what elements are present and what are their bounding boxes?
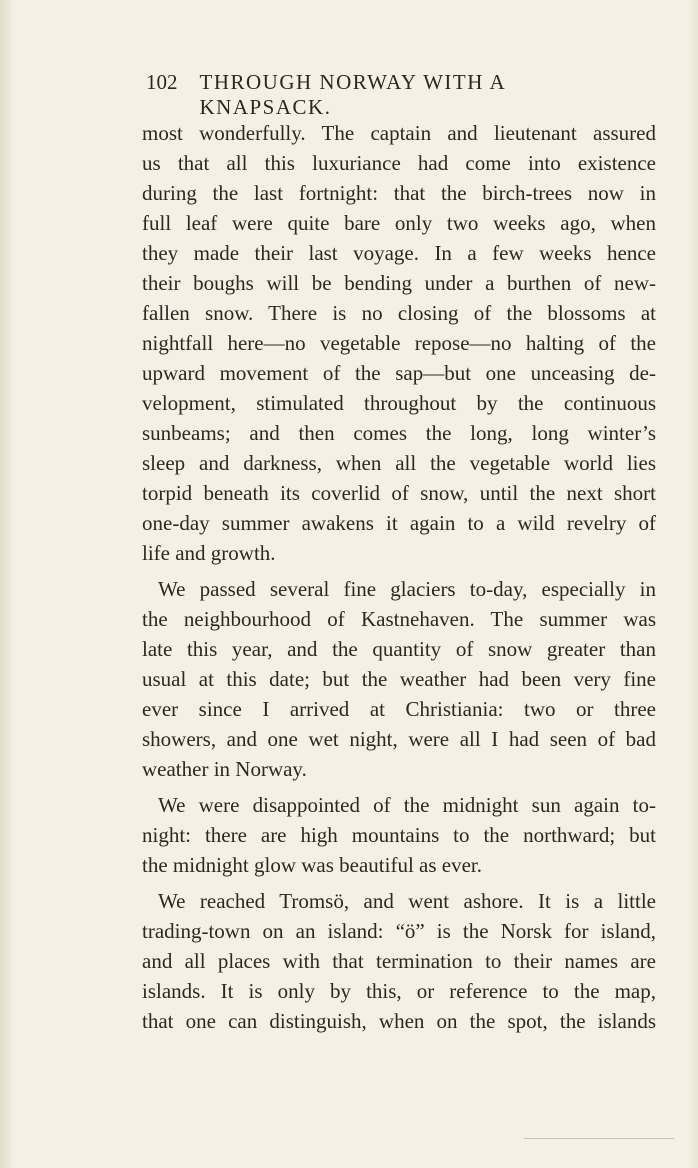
text-line: torpid beneath its coverlid of snow, until the next short [142,481,656,505]
text-line: We passed several fine glaciers to-day, especially in [158,577,656,601]
text-line: weather in Norway. [142,757,307,781]
text-line: full leaf were quite bare only two weeks ago, when [142,211,656,235]
text-line: that one can distinguish, when on the spot, the islands [142,1009,656,1033]
text-line: trading-town on an island: “ö” is the Norsk for island, [142,919,656,943]
paragraph [142,118,656,568]
text-line: and all places with that termination to their names are [142,949,656,973]
paragraph [142,574,656,784]
text-line: showers, and one wet night, were all I had seen of bad [142,727,656,751]
text-line: upward movement of the sap—but one unceasing de- [142,361,656,385]
text-line: We were disappointed of the midnight sun again to- [158,793,656,817]
text-line: sleep and darkness, when all the vegetable world lies [142,451,656,475]
text-line: islands. It is only by this, or reference to the map, [142,979,656,1003]
scan-edge-rule [524,1138,674,1139]
text-line: night: there are high mountains to the northward; but [142,823,656,847]
text-line: most wonderfully. The captain and lieutenant assured [142,121,656,145]
text-line: the midnight glow was beautiful as ever. [142,853,483,877]
page-edge-shadow-right [688,0,698,1168]
text-line: late this year, and the quantity of snow greater than [142,637,656,661]
text-line: velopment, stimulated throughout by the continuous [142,391,656,415]
body-text [142,118,656,1036]
text-line: usual at this date; but the weather had been very fine [142,667,656,691]
text-line: during the last fortnight: that the birch-trees now in [142,181,656,205]
text-line: sunbeams; and then comes the long, long winter’s [142,421,656,445]
text-line: nightfall here—no vegetable repose—no halting of the [142,331,656,355]
running-head [146,70,616,120]
text-line: the neighbourhood of Kastnehaven. The summer was [142,607,656,631]
text-line: fallen snow. There is no closing of the blossoms at [142,301,656,325]
running-title: THROUGH NORWAY WITH A KNAPSACK. [199,70,505,119]
page-number: 102 [146,70,178,94]
text-line: us that all this luxuriance had come into existence [142,151,656,175]
paragraph [142,790,656,880]
text-line: ever since I arrived at Christiania: two or three [142,697,656,721]
text-line: one-day summer awakens it again to a wild revelry of [142,511,656,535]
text-line: they made their last voyage. In a few weeks hence [142,241,656,265]
paragraph [142,886,656,1036]
text-line: their boughs will be bending under a burthen of new- [142,271,656,295]
text-line: We reached Tromsö, and went ashore. It is a little [158,889,656,913]
page-edge-shadow [0,0,14,1168]
text-line: life and growth. [142,541,276,565]
